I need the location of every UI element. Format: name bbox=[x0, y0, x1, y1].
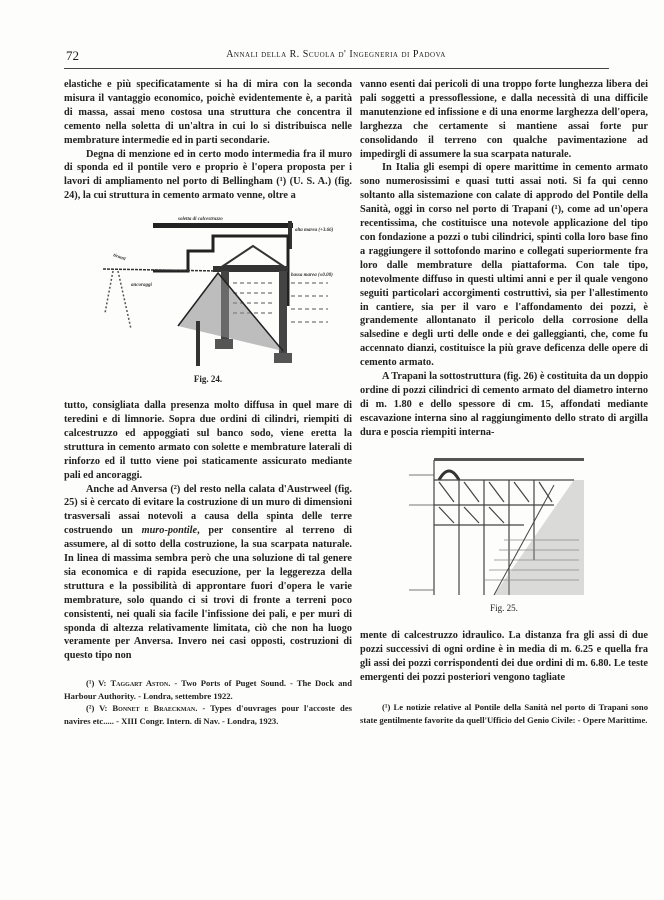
footnote: (¹) V: Taggart Aston. - Two Ports of Puget Sound. - The Dock and Harbour Authority. - Londra, settembre 1922. bbox=[64, 678, 352, 701]
paragraph: Anche ad Anversa (²) del resto nella calata d'Austrweel (fig. 25) si è cercato di evitare la costruzione di un muro di dimensioni trasversali assai notevoli a causa della spinta delle terre costruendo un muro-pontile, per consentire al terreno di assumere, al di sotto della costruzione, la sua scarpata naturale. In linea di massima sembra però che una soluzione di tal genere sia economica e di rapida esecuzione, per la leggerezza della struttura e la possibilità di approntare fuori d'opera le varie membrature, solo quando ci si trovi di fronte a terreni poco consistenti, nei quali sia facile l'infissione dei pali, e per muri di sponda di altezza relativamente limitata, ciò che non ha luogo veramente per Anversa. Invero nei casi opposti, costruzioni di questo tipo non bbox=[64, 483, 352, 662]
paragraph: mente di calcestruzzo idraulico. La distanza fra gli assi di due pozzi successivi di ogni ordine è in media di m. 6.25 e quella fra gli assi dei pozzi corrispondenti dei due ordini di m. 6.80. Le teste emergenti dei pozzi posteriori vengono tagliate bbox=[360, 630, 648, 684]
figure-caption: Fig. 25. bbox=[490, 602, 518, 613]
paragraph: Degna di menzione ed in certo modo intermedia fra il muro di sponda ed il pontile vero e proprio è l'opera proposta per i lavori di ampliamento nel porto di Bellingham (¹) (U. S. A.) (fig. 24), la cui struttura in cemento armato venne, oltre a bbox=[64, 148, 352, 202]
paragraph: elastiche e più specificatamente si ha di mira con la seconda misura il vantaggio economico, poichè evidentemente è, a parità di massa, assai meno costosa una struttura che concentra il cemento nella soletta di un'altra in cui lo si distribuisca nelle membrature intermedie ed in parti secondarie. bbox=[64, 79, 352, 146]
paragraph: A Trapani la sottostruttura (fig. 26) è costituita da un doppio ordine di pozzi cilindrici di cemento armato del diametro interno di m. 1.80 e dello spessore di cm. 15, affondati mediante escavazione interna sino al raggiungimento dello strato di argilla dura e poscia riempiti interna- bbox=[360, 371, 648, 438]
austrweel-quay-section-drawing bbox=[404, 450, 604, 600]
right-column bbox=[360, 78, 648, 726]
svg-text:soletta di calcestruzzo: soletta di calcestruzzo bbox=[178, 217, 223, 223]
figure-24 bbox=[64, 211, 352, 387]
italic-term: muro-pontile bbox=[141, 525, 198, 537]
footnotes bbox=[360, 701, 648, 726]
svg-text:bassa marea (±0.00): bassa marea (±0.00) bbox=[291, 273, 333, 279]
left-column bbox=[64, 78, 352, 727]
figure-25 bbox=[360, 450, 648, 616]
paragraph: tutto, consigliata dalla presenza molto diffusa in quel mare di teredini e di limnorie. Sopra due ordini di cilindri, riempiti di calcestruzzo ed appoggiati sul banco sodo, viene eretta la struttura in cemento armato con solette e membrature laterali di rinforzo ed il tutto viene poi staticamente assicurato mediante pali ed ancoraggi. bbox=[64, 400, 352, 481]
footnote: (¹) Le notizie relative al Pontile della Sanità nel porto di Trapani sono state gentilmente favorite da quell'Ufficio del Genio Civile: - Opere Marittime. bbox=[360, 702, 648, 725]
page-number: 72 bbox=[66, 48, 79, 63]
svg-text:ancoraggi: ancoraggi bbox=[131, 283, 152, 289]
header-rule bbox=[64, 68, 609, 69]
page-header bbox=[66, 48, 606, 66]
footnotes bbox=[64, 677, 352, 727]
running-head: Annali della R. Scuola d' Ingegneria di Padova bbox=[226, 49, 446, 60]
paragraph: vanno esenti dai pericoli di una troppo forte lunghezza libera dei pali soggetti a pressoflessione, e dalla necessità di una difficile manutenzione ed infissione e di una enorme larghezza dell'opera, larghezza che certamente si mantiene assai forte pur consolidando il terreno con qualche pavimentazione ad impedirgli di assumere la sua scarpata naturale. bbox=[360, 79, 648, 160]
svg-text:alta marea (+3.66): alta marea (+3.66) bbox=[295, 228, 333, 234]
svg-text:tiranti: tiranti bbox=[112, 253, 127, 263]
footnote: (²) V: Bonnet e Braeckman. - Types d'ouvrages pour l'accoste des navires etc..... - XIII Congr. Intern. di Nav. - Londra, 1923. bbox=[64, 703, 352, 726]
figure-caption: Fig. 24. bbox=[193, 374, 223, 385]
bellingham-pier-section-drawing bbox=[83, 211, 333, 371]
paragraph: In Italia gli esempi di opere marittime in cemento armato sono numerosissimi e quasi tutti assai noti. Si fa qui cenno soltanto alla sistemazione con calate di approdo del Pontile della Sanità, oggi in corso nel porto di Trapani (¹), come ad un'opera recentissima, che costituisce una notevole applicazione del tipo con fondazione a pozzi o tubi cilindrici, spinti colla loro base fino a raggiungere il sottofondo marino e collegati superiormente fra loro dalle membrature della piattaforma. Con tale tipo, notevolmente diffuso in questi ultimi anni e per il quale vengono seguiti particolari accorgimenti costruttivi, sia per l'allestimento in cantiere, sia per il varo e l'affondamento dei pozzi, è grandemente allontanato il pericolo della corrosione della salsedine e degli urti delle onde e dei galleggianti, che, come fu accennato dianzi, costituisce la più grave deficenza delle opere di cemento armato. bbox=[360, 162, 648, 369]
